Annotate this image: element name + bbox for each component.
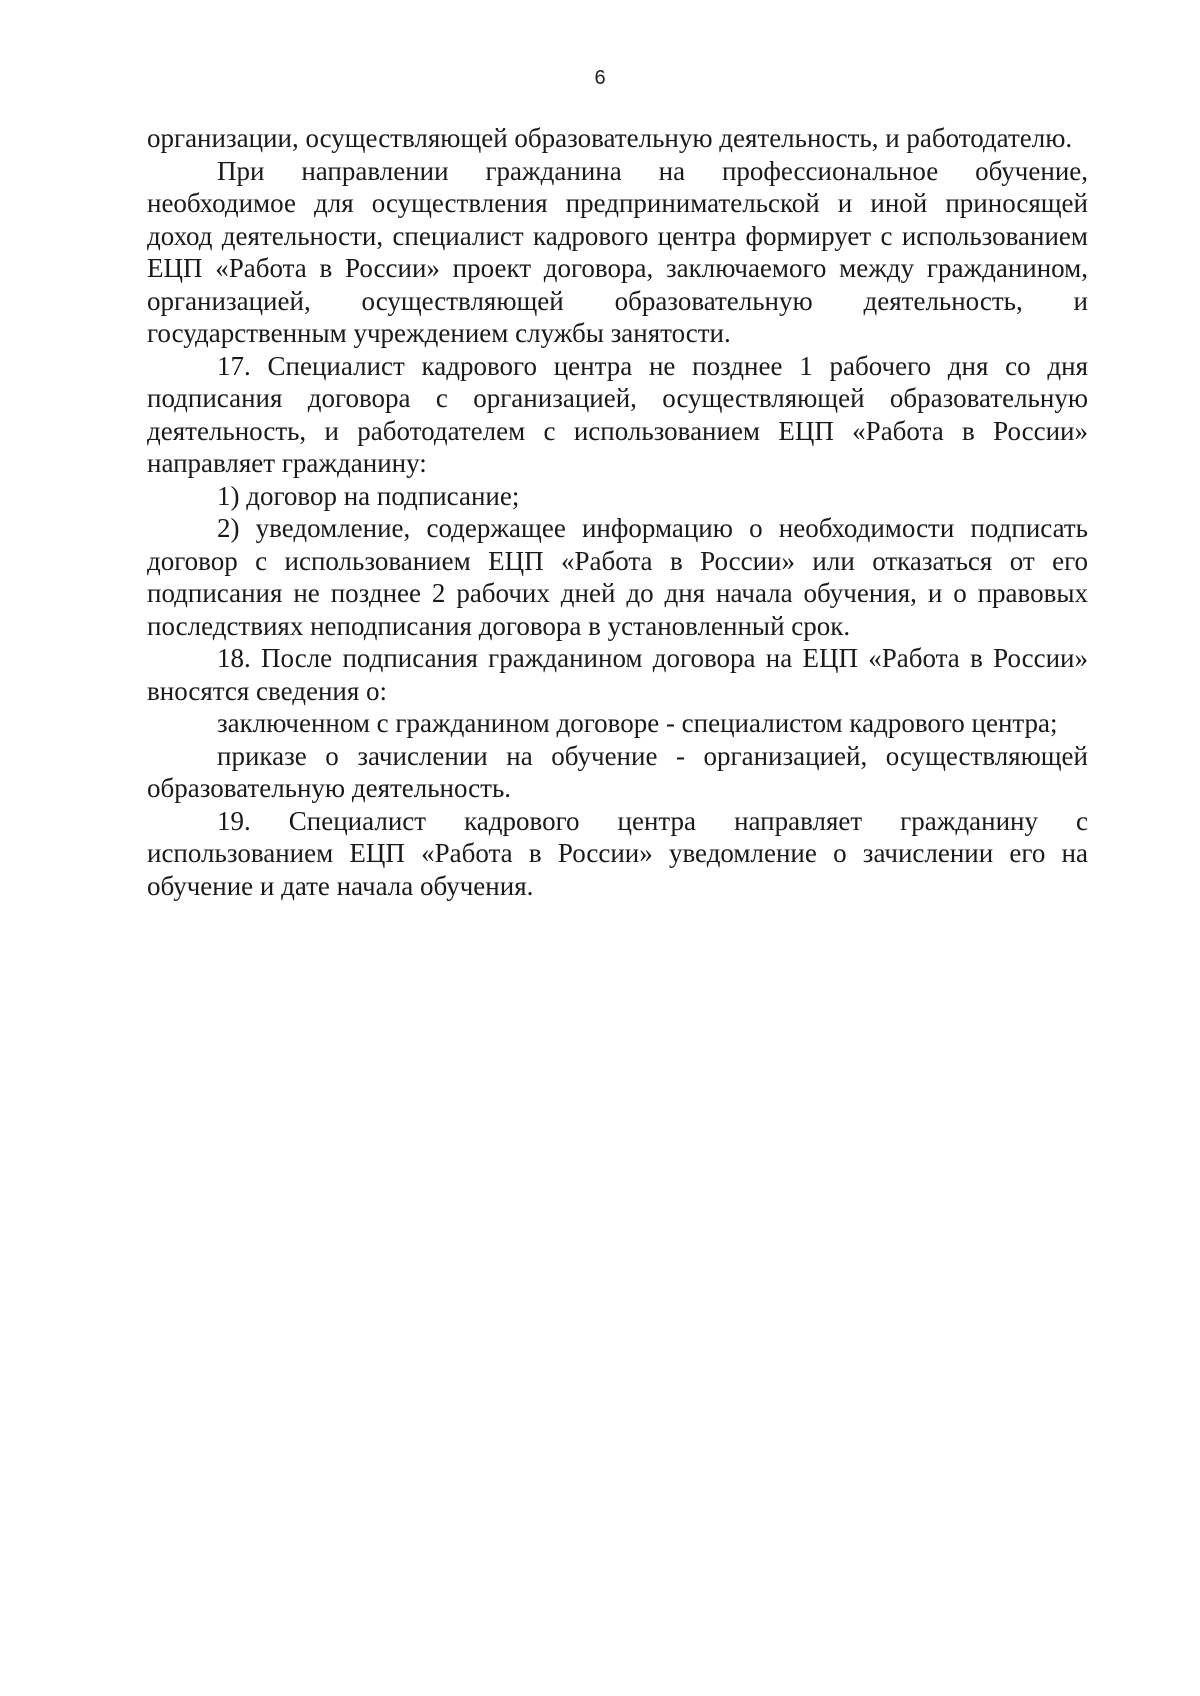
paragraph-contract-formation: При направлении гражданина на профессиональное обучение, необходимое для осуществления предпринимательской и иной приносящей доход деятельности, специалист кадрового центра формирует с использованием ЕЦП «Работа в России» проект договора, заключаемого между гражданином, организацией, осуществляющей образовательную деятельность, и государственным учреждением службы занятости. [147,155,1088,348]
paragraph-item-17: 17. Специалист кадрового центра не позднее 1 рабочего дня со дня подписания договора с организацией, осуществляющей образовательную деятельность, и работодателем с использованием ЕЦП «Работа в России» направляет гражданину: [147,350,1088,478]
paragraph-item-17-2: 2) уведомление, содержащее информацию о необходимости подписать договор с использованием ЕЦП «Работа в России» или отказаться от его подписания не позднее 2 рабочих дней до дня начала обучения, и о правовых последствиях неподписания договора в установленный срок. [147,513,1088,641]
paragraph-item-17-1: 1) договор на подписание; [217,480,520,511]
paragraph-item-18: 18. После подписания гражданином договора на ЕЦП «Работа в России» вносятся сведения о: [147,643,1088,706]
document-body [147,122,1088,902]
paragraph-item-19: 19. Специалист кадрового центра направляет гражданину с использованием ЕЦП «Работа в России» уведомление о зачислении его на обучение и дате начала обучения. [147,805,1088,901]
paragraph-continuation: организации, осуществляющей образовательную деятельность, и работодателю. [147,123,1073,153]
page-number: 6 [594,67,606,89]
paragraph-item-18-order: приказе о зачислении на обучение - организацией, осуществляющей образовательную деятельность. [147,740,1088,803]
paragraph-item-18-contract: заключенном с гражданином договоре - специалистом кадрового центра; [217,708,1058,738]
